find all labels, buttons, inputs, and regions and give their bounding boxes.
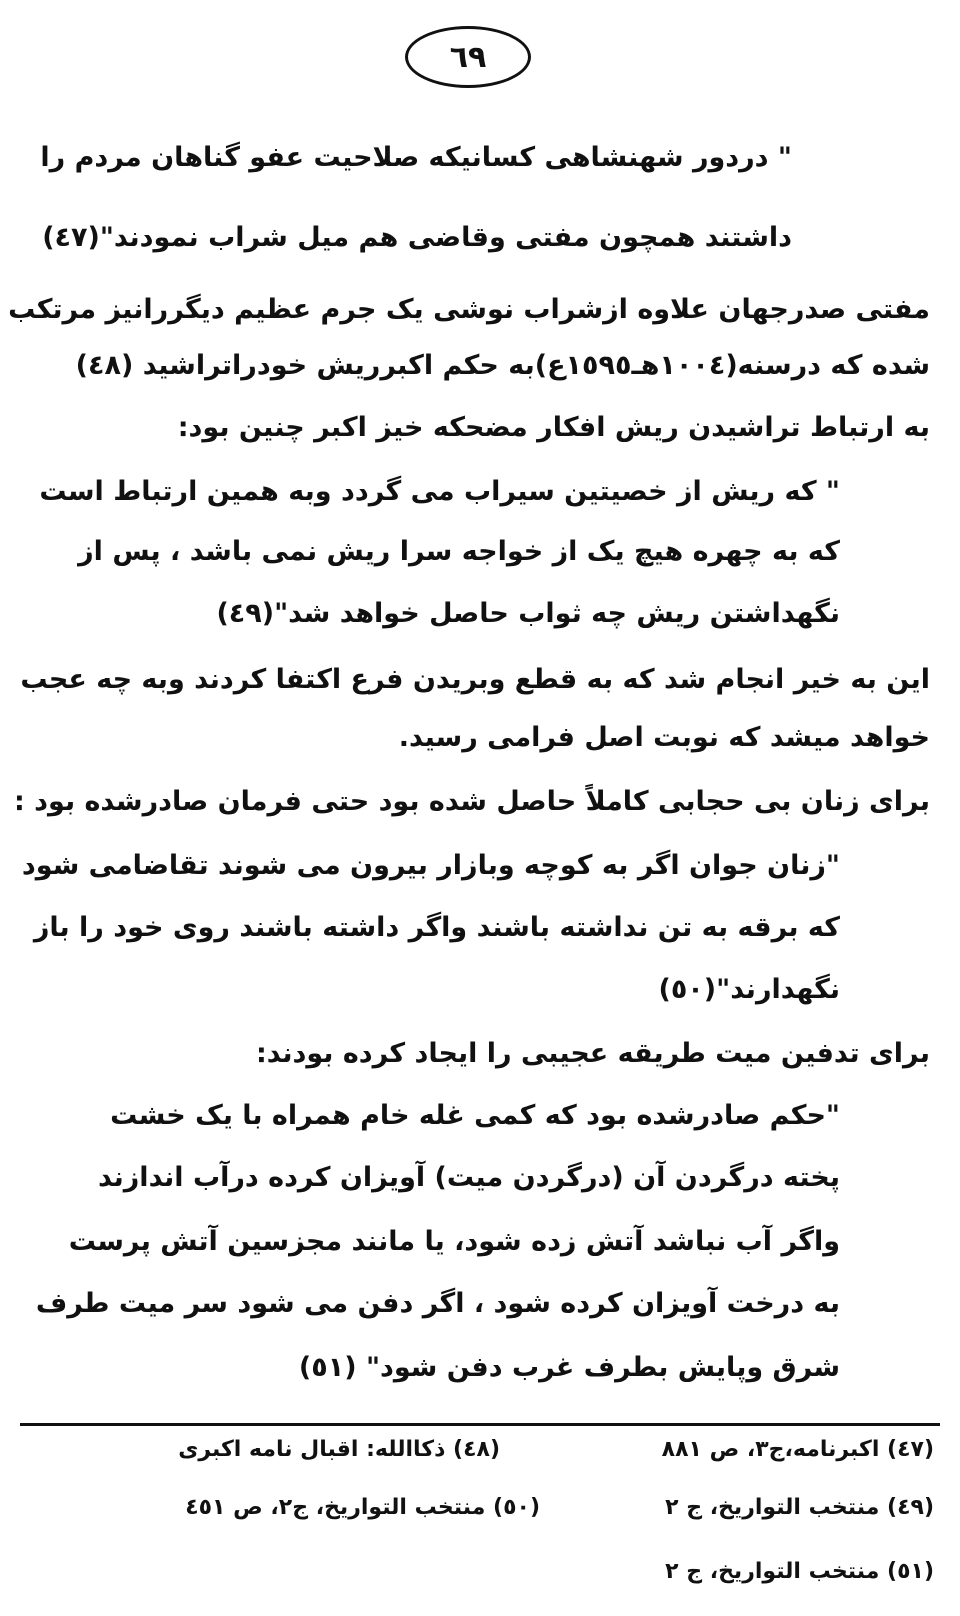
footnote-51: (٥١) منتخب التواریخ، ج ٢: [665, 1559, 934, 1584]
text-line: به درخت آویزان کرده شود ، اگر دفن می شود سر میت طرف: [35, 1288, 840, 1319]
text-line: برای تدفین میت طریقه عجیبی را ایجاد کرده بودند:: [255, 1038, 930, 1069]
text-line: که به چهره هیچ یک از خواجه سرا ریش نمی باشد ، پس از: [78, 536, 840, 567]
footnote-49: (٤٩) منتخب التواریخ، ج ٢: [665, 1495, 934, 1520]
footnote-47: (٤٧) اکبرنامه،ج٣، ص ٨٨١: [661, 1437, 934, 1462]
text-line: نگهدارند"(٥٠): [658, 974, 840, 1005]
text-line: "حکم صادرشده بود که کمی غله خام همراه با یک خشت: [110, 1100, 840, 1131]
text-line: مفتی صدرجهان علاوه ازشراب نوشی یک جرم عظیم دیگررانیز مرتکب: [8, 294, 930, 325]
text-line: " دردور شهنشاهی کسانیکه صلاحیت عفو گناهان مردم را: [40, 142, 792, 173]
text-line: که برقه به تن نداشته باشند واگر داشته باشند روی خود را باز: [33, 912, 840, 943]
text-line: شرق وپایش بطرف غرب دفن شود" (٥١): [298, 1352, 840, 1383]
text-line: شده که درسنه(١٠٠٤هـ١٥٩٥ع)به حکم اکبرریش خودراتراشید (٤٨): [75, 350, 930, 381]
text-line: واگر آب نباشد آتش زده شود، یا مانند مجزسین آتش پرست: [68, 1226, 840, 1257]
text-line: داشتند همچون مفتی وقاضی هم میل شراب نمودند"(٤٧): [42, 222, 792, 253]
text-line: این به خیر انجام شد که به قطع وبریدن فرع اکتفا کردند وبه چه عجب: [20, 664, 930, 695]
text-line: برای زنان بی حجابی کاملاً حاصل شده بود حتی فرمان صادرشده بود :: [13, 786, 930, 817]
text-line: نگهداشتن ریش چه ثواب حاصل خواهد شد"(٤٩): [216, 598, 840, 629]
page-number: ٦٩: [405, 26, 531, 88]
text-line: خواهد میشد که نوبت اصل فرامی رسید.: [398, 722, 930, 753]
text-line: " که ریش از خصیتین سیراب می گردد وبه همین ارتباط است: [39, 476, 840, 507]
text-line: به ارتباط تراشیدن ریش افکار مضحکه خیز اکبر چنین بود:: [177, 412, 930, 443]
text-line: پخته درگردن آن (درگردن میت) آویزان کرده درآب اندازند: [98, 1162, 840, 1193]
text-line: "زنان جوان اگر به کوچه وبازار بیرون می شوند تقاضامی شود: [21, 850, 840, 881]
footnote-50: (٥٠) منتخب التواریخ، ج٢، ص ٤٥١: [185, 1495, 540, 1520]
footnote-48: (٤٨) ذکاالله: اقبال نامه اکبری: [178, 1437, 500, 1462]
footnote-divider: [20, 1423, 940, 1426]
